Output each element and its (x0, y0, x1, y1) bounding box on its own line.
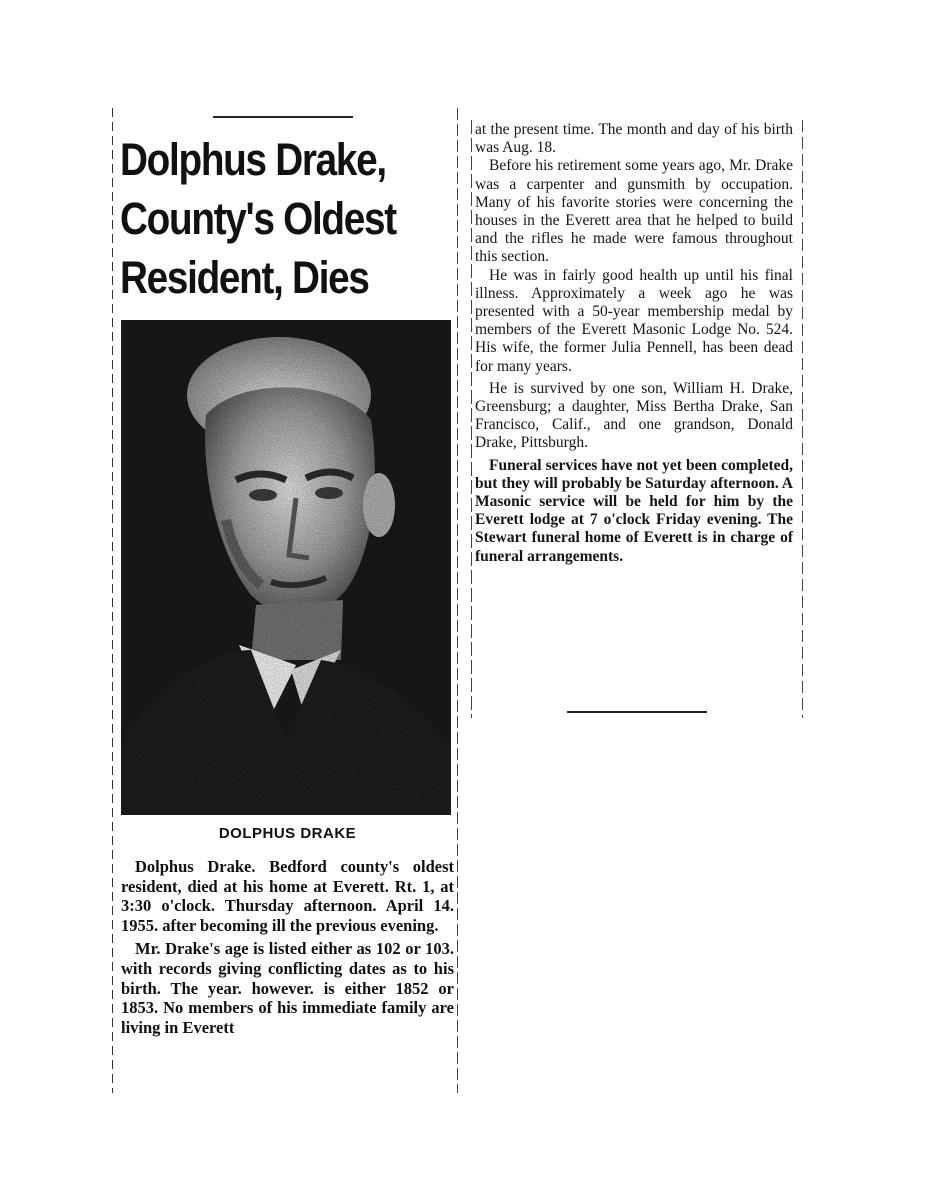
headline-line-2: County's Oldest (120, 193, 396, 244)
paragraph: He was in fairly good health up until his final illness. Approximately a week ago he was presented with a 50-year membership medal by members of the Everett Masonic Lodge No. 524. His wife, the former Julia Pennell, has been dead for many years. (475, 266, 793, 375)
end-rule (567, 711, 707, 713)
paragraph: He is survived by one son, William H. Drake, Greensburg; a daughter, Miss Bertha Drake, San Francisco, Calif., and one grandson, Donald Drake, Pittsburgh. (475, 379, 793, 452)
headline-line-3: Resident, Dies (120, 252, 369, 303)
headline (120, 130, 404, 307)
right-column-edge-rule (802, 120, 803, 718)
left-column-rule (112, 108, 113, 1093)
portrait-photo (121, 320, 451, 815)
paragraph: Mr. Drake's age is listed either as 102 or 103. with records giving conflicting dates as to his birth. The year. however. is either 1852 or 1853. No members of his immediate family are living in Everett (121, 939, 454, 1037)
headline-line-1: Dolphus Drake, (120, 134, 386, 185)
paragraph: Funeral services have not yet been completed, but they will probably be Saturday afternoon. A Masonic service will be held for him by the Everett lodge at 7 o'clock Friday evening. The Stewart funeral home of Everett is in charge of funeral arrangements. (475, 456, 793, 565)
photo-caption: DOLPHUS DRAKE (218, 825, 357, 842)
paragraph: Before his retirement some years ago, Mr. Drake was a carpenter and gunsmith by occupation. Many of his favorite stories were concerning the houses in the Everett area that he helped to build and the rifles he made were famous throughout this section. (475, 157, 793, 266)
portrait-photo-icon (121, 320, 451, 815)
paragraph: at the present time. The month and day of his birth was Aug. 18. (475, 121, 793, 157)
article-body-right (475, 121, 793, 566)
column-divider-rule (457, 108, 458, 1093)
right-column-rule (471, 120, 472, 718)
paragraph: Dolphus Drake. Bedford county's oldest resident, died at his home at Everett. Rt. 1, at 3:30 o'clock. Thursday afternoon. April 14. 1955. after becoming ill the previous evening. (121, 857, 454, 935)
top-rule (213, 116, 353, 118)
article-body-left (121, 857, 454, 1037)
